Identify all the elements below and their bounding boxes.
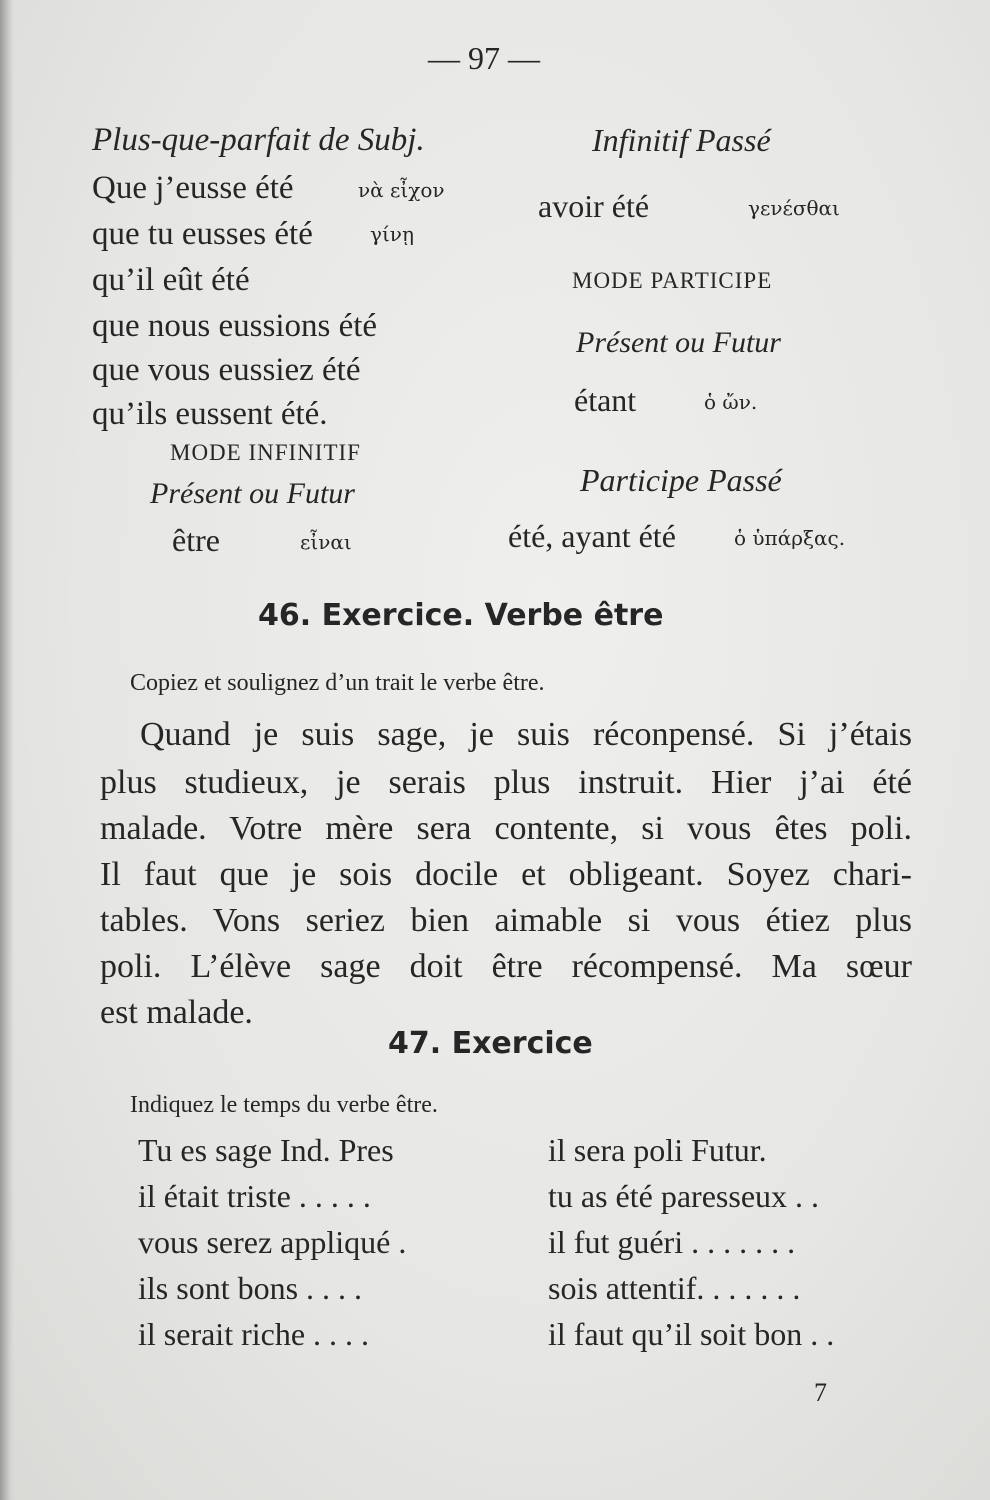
exercise-47-right-item: il fut guéri . . . . . . . <box>548 1224 796 1260</box>
exercise-47-left-item: ils sont bons . . . . <box>138 1270 363 1306</box>
participe-passe-title: Participe Passé <box>580 462 782 498</box>
exercise-47-instruction: Indiquez le temps du verbe être. <box>130 1092 438 1118</box>
infinitif-tense: Présent ou Futur <box>150 477 355 510</box>
participe-verb: étant <box>574 382 637 418</box>
subj-greek: νὰ εἶχον <box>358 178 445 202</box>
signature-mark: 7 <box>814 1378 827 1407</box>
exercise-47-right-item: il sera poli Futur. <box>548 1132 767 1168</box>
exercise-47-left-item: Tu es sage Ind. Pres <box>138 1132 394 1168</box>
subj-line: que tu eusses été <box>92 216 313 252</box>
subj-line: Que j’eusse été <box>92 170 294 206</box>
exercise-46-line: tables. Vons seriez bien aimable si vous étiez plus <box>100 902 912 939</box>
exercise-47-left-item: il était triste . . . . . <box>138 1178 371 1214</box>
subj-title: Plus-que-parfait de Subj. <box>92 122 425 158</box>
page-edge-shadow <box>0 0 14 1500</box>
exercise-46-heading: 46. Exercice. Verbe être <box>258 598 664 633</box>
exercise-46-line: plus studieux, je serais plus instruit. Hier j’ai été <box>100 764 912 801</box>
exercise-47-right-item: il faut qu’il soit bon . . <box>548 1316 835 1352</box>
infinitif-passe-title: Infinitif Passé <box>592 122 771 158</box>
exercise-47-right-item: sois attentif. . . . . . . <box>548 1270 801 1306</box>
subj-line: qu’il eût été <box>92 262 250 298</box>
exercise-47-left-item: vous serez appliqué . <box>138 1224 407 1260</box>
exercise-46-line: est malade. <box>100 994 253 1031</box>
infinitif-mode: MODE INFINITIF <box>170 440 361 465</box>
participe-passe-verb: été, ayant été <box>508 518 676 554</box>
participe-mode: MODE PARTICIPE <box>572 268 773 293</box>
participe-passe-greek: ὁ ὑπάρξας. <box>734 526 846 550</box>
infinitif-passe-greek: γενέσθαι <box>748 196 840 220</box>
exercise-46-instruction: Copiez et soulignez d’un trait le verbe être. <box>130 670 545 696</box>
participe-greek: ὁ ὤν. <box>704 390 758 414</box>
page-number: — 97 — <box>428 40 540 76</box>
subj-line: qu’ils eussent été. <box>92 396 328 432</box>
exercise-46-line: Il faut que je sois docile et obligeant. Soyez chari- <box>100 856 912 893</box>
infinitif-verb: être <box>172 522 220 558</box>
exercise-46-line: malade. Votre mère sera contente, si vous êtes poli. <box>100 810 912 847</box>
exercise-46-line: poli. L’élève sage doit être récompensé. Ma sœur <box>100 948 912 985</box>
subj-line: que nous eussions été <box>92 308 378 344</box>
participe-tense: Présent ou Futur <box>576 326 781 359</box>
exercise-46-line: Quand je suis sage, je suis réconpensé. Si j’étais <box>140 716 912 753</box>
subj-greek: γίνῃ <box>370 222 414 246</box>
exercise-47-left-item: il serait riche . . . . <box>138 1316 370 1352</box>
infinitif-passe-verb: avoir été <box>538 188 650 224</box>
exercise-47-right-item: tu as été paresseux . . <box>548 1178 820 1214</box>
infinitif-greek: εἶναι <box>300 530 352 554</box>
subj-line: que vous eussiez été <box>92 352 361 388</box>
exercise-47-heading: 47. Exercice <box>388 1026 593 1061</box>
